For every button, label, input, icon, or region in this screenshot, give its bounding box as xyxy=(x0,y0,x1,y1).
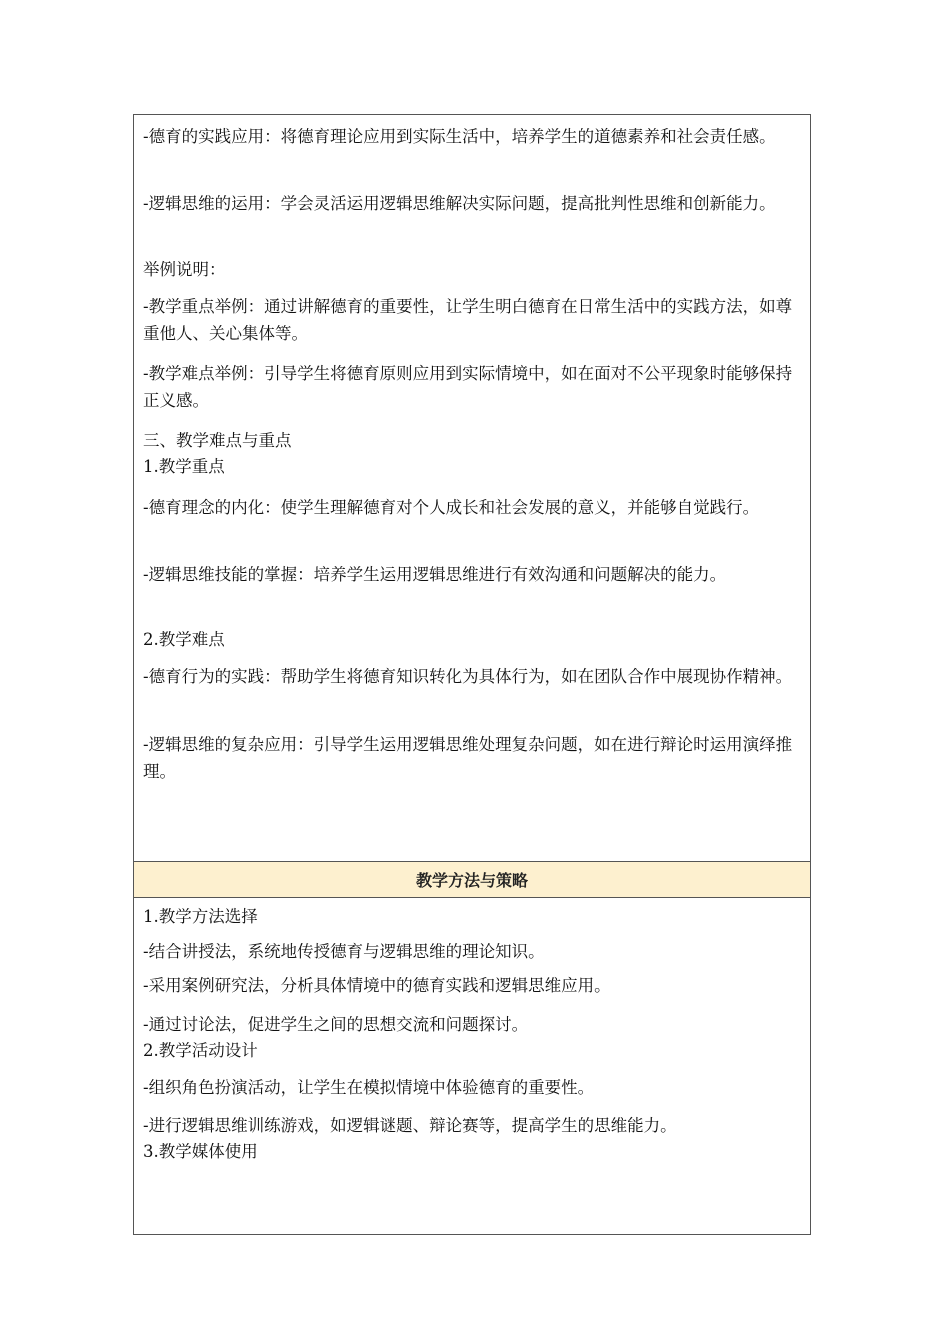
paragraph: -德育理念的内化：使学生理解德育对个人成长和社会发展的意义，并能够自觉践行。 xyxy=(143,498,760,517)
section-header: 教学方法与策略 xyxy=(134,861,810,897)
paragraph: -逻辑思维的运用：学会灵活运用逻辑思维解决实际问题，提高批判性思维和创新能力。 xyxy=(143,194,776,213)
paragraph: -采用案例研究法，分析具体情境中的德育实践和逻辑思维应用。 xyxy=(143,976,611,995)
paragraph: -教学难点举例：引导学生将德育原则应用到实际情境中，如在面对不公平现象时能够保持正义感。 xyxy=(143,364,793,410)
paragraph: -进行逻辑思维训练游戏，如逻辑谜题、辩论赛等，提高学生的思维能力。 xyxy=(143,1116,677,1135)
subheading: 3.教学媒体使用 xyxy=(143,1142,258,1161)
paragraph: -逻辑思维的复杂应用：引导学生运用逻辑思维处理复杂问题，如在进行辩论时运用演绎推理。 xyxy=(143,735,793,781)
paragraph: -组织角色扮演活动，让学生在模拟情境中体验德育的重要性。 xyxy=(143,1078,595,1097)
subheading: 1.教学方法选择 xyxy=(143,907,258,926)
paragraph: -德育的实践应用：将德育理论应用到实际生活中，培养学生的道德素养和社会责任感。 xyxy=(143,127,776,146)
subheading: 2.教学活动设计 xyxy=(143,1041,258,1060)
paragraph: -结合讲授法，系统地传授德育与逻辑思维的理论知识。 xyxy=(143,942,545,961)
content-cell xyxy=(134,115,810,861)
paragraph: -逻辑思维技能的掌握：培养学生运用逻辑思维进行有效沟通和问题解决的能力。 xyxy=(143,565,727,584)
section-heading: 三、教学难点与重点 xyxy=(143,431,292,450)
subheading: 2.教学难点 xyxy=(143,630,225,649)
content-cell xyxy=(134,897,810,1234)
paragraph: -德育行为的实践：帮助学生将德育知识转化为具体行为，如在团队合作中展现协作精神。 xyxy=(143,667,793,686)
paragraph: 举例说明： xyxy=(143,260,226,279)
subheading: 1.教学重点 xyxy=(143,457,225,476)
document-table xyxy=(133,114,811,1235)
paragraph: -通过讨论法，促进学生之间的思想交流和问题探讨。 xyxy=(143,1015,529,1034)
paragraph: -教学重点举例：通过讲解德育的重要性，让学生明白德育在日常生活中的实践方法，如尊重他人、关心集体等。 xyxy=(143,297,793,343)
